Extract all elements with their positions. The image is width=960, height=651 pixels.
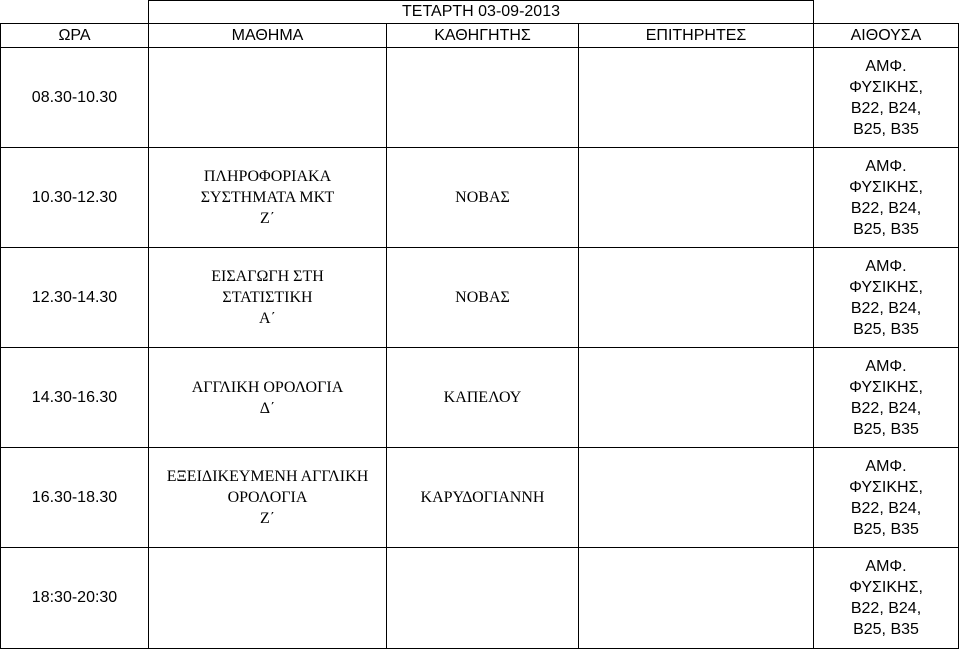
supervisors-cell <box>579 548 814 649</box>
teacher-cell: ΝΟΒΑΣ <box>387 148 579 248</box>
time-cell: 12.30-14.30 <box>1 248 149 348</box>
subject-cell <box>149 248 387 348</box>
room-line: B22, B24, <box>850 399 922 417</box>
time-cell: 08.30-10.30 <box>1 48 149 148</box>
room-line: ΑΜΦ. <box>865 257 907 275</box>
header-room: ΑΙΘΟΥΣΑ <box>814 24 959 48</box>
room-line: B25, B35 <box>853 420 919 438</box>
room-line: ΦΥΣΙΚΗΣ, <box>849 579 923 596</box>
room-line: ΑΜΦ. <box>865 57 907 75</box>
room-cell <box>814 248 959 348</box>
room-line: ΑΜΦ. <box>865 157 907 175</box>
room-line: ΑΜΦ. <box>865 457 907 475</box>
subject-line: Ζ΄ <box>259 510 276 527</box>
table-row <box>1 548 959 649</box>
subject-line: ΣΤΑΤΙΣΤΙΚΗ <box>222 289 313 306</box>
subject-cell <box>149 48 387 148</box>
room-line: ΦΥΣΙΚΗΣ, <box>849 378 923 396</box>
supervisors-cell <box>579 248 814 348</box>
subject-cell <box>149 548 387 649</box>
room-line: ΦΥΣΙΚΗΣ, <box>849 178 923 196</box>
header-time: ΩΡΑ <box>1 24 149 48</box>
subject-line: ΟΡΟΛΟΓΙΑ <box>227 489 308 506</box>
header-row <box>1 24 959 48</box>
subject-cell <box>149 148 387 248</box>
room-line: ΦΥΣΙΚΗΣ, <box>849 278 923 296</box>
room-line: B25, B35 <box>853 520 919 538</box>
title-spacer <box>1 1 149 24</box>
room-line: B22, B24, <box>850 99 922 117</box>
subject-line: ΕΞΕΙΔΙΚΕΥΜΕΝΗ ΑΓΓΛΙΚΗ <box>166 468 369 485</box>
room-cell <box>814 348 959 448</box>
table-row <box>1 348 959 448</box>
header-teacher: ΚΑΘΗΓΗΤΗΣ <box>387 24 579 48</box>
subject-cell <box>149 348 387 448</box>
supervisors-cell <box>579 348 814 448</box>
room-cell <box>814 448 959 548</box>
room-line: B22, B24, <box>850 499 922 517</box>
room-line: B22, B24, <box>850 199 922 217</box>
supervisors-cell <box>579 448 814 548</box>
subject-cell <box>149 448 387 548</box>
room-line: ΦΥΣΙΚΗΣ, <box>849 78 923 96</box>
table-row <box>1 48 959 148</box>
teacher-cell: ΚΑΡΥΔΟΓΙΑΝΝΗ <box>387 448 579 548</box>
schedule-title: ΤΕΤΑΡΤΗ 03-09-2013 <box>149 1 814 24</box>
teacher-cell: ΚΑΠΕΛΟΥ <box>387 348 579 448</box>
subject-line: ΑΓΓΛΙΚΗ ΟΡΟΛΟΓΙΑ <box>191 378 344 396</box>
subject-line: Ζ΄ <box>259 210 276 227</box>
time-cell: 10.30-12.30 <box>1 148 149 248</box>
time-cell: 18:30-20:30 <box>1 548 149 649</box>
title-spacer <box>814 1 959 24</box>
header-supervisors: ΕΠΙΤΗΡΗΤΕΣ <box>579 24 814 48</box>
supervisors-cell <box>579 148 814 248</box>
subject-line: ΕΙΣΑΓΩΓΗ ΣΤΗ <box>211 268 324 285</box>
room-line: ΑΜΦ. <box>865 357 907 375</box>
table-row <box>1 148 959 248</box>
room-line: B25, B35 <box>853 320 919 338</box>
teacher-cell: ΝΟΒΑΣ <box>387 248 579 348</box>
room-line: ΑΜΦ. <box>865 558 907 575</box>
room-cell <box>814 548 959 649</box>
teacher-cell <box>387 548 579 649</box>
room-line: B25, B35 <box>853 120 919 138</box>
room-cell <box>814 48 959 148</box>
supervisors-cell <box>579 48 814 148</box>
subject-line: ΠΛΗΡΟΦΟΡΙΑΚΑ <box>203 168 332 185</box>
subject-line: Δ΄ <box>259 399 276 417</box>
room-line: B22, B24, <box>850 299 922 317</box>
time-cell: 14.30-16.30 <box>1 348 149 448</box>
room-line: ΦΥΣΙΚΗΣ, <box>849 478 923 496</box>
room-line: B25, B35 <box>853 621 919 638</box>
room-cell <box>814 148 959 248</box>
time-cell: 16.30-18.30 <box>1 448 149 548</box>
room-line: B25, B35 <box>853 220 919 238</box>
table-row <box>1 448 959 548</box>
teacher-cell <box>387 48 579 148</box>
subject-line: Α΄ <box>259 310 276 327</box>
subject-line: ΣΥΣΤΗΜΑΤΑ ΜΚΤ <box>200 189 335 206</box>
header-subject: ΜΑΘΗΜΑ <box>149 24 387 48</box>
title-row <box>1 1 959 24</box>
room-line: B22, B24, <box>850 600 922 617</box>
table-row <box>1 248 959 348</box>
